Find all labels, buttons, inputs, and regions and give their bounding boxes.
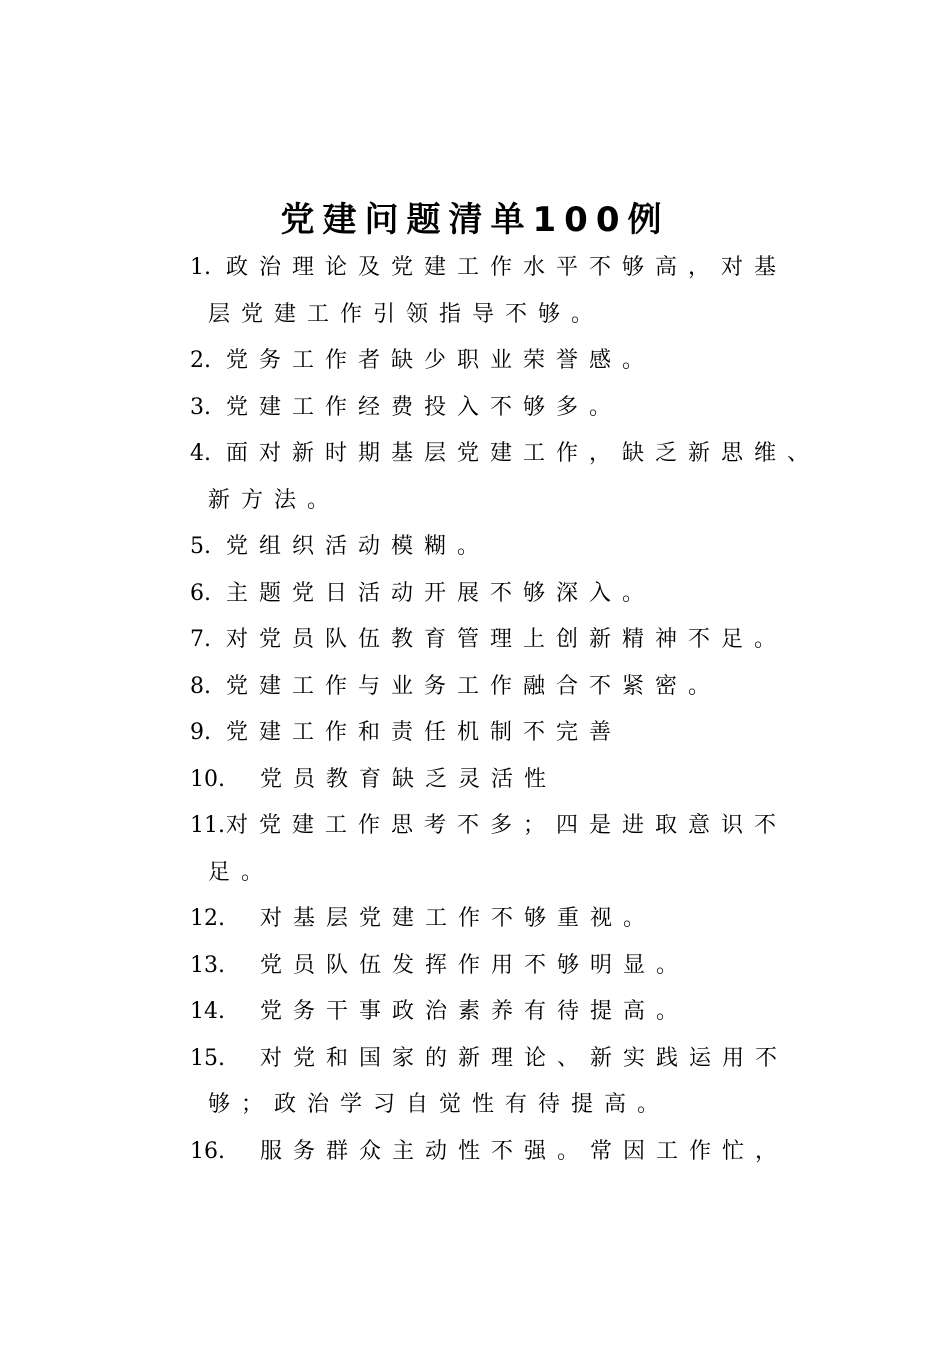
list-item <box>190 617 870 664</box>
item-text: 党建工作经费投入不够多。 <box>226 394 623 420</box>
list-item <box>190 1129 870 1176</box>
list-item <box>190 338 870 385</box>
item-text-continuation: 够；政治学习自觉性有待提高。 <box>208 1092 671 1117</box>
item-text: 服务群众主动性不强。常因工作忙， <box>260 1138 789 1164</box>
item-number: 6. <box>190 580 211 606</box>
item-text: 对党建工作思考不多；四是进取意识不 <box>226 813 788 838</box>
item-number: 14. <box>190 999 225 1024</box>
issue-list <box>190 245 870 1175</box>
item-text: 政治理论及党建工作水平不够高，对基 <box>226 255 788 280</box>
list-item <box>190 385 870 432</box>
list-item <box>190 943 870 990</box>
item-text: 面对新时期基层党建工作，缺乏新思维、 <box>226 441 821 466</box>
item-text: 对党员队伍教育管理上创新精神不足。 <box>226 627 788 652</box>
document-title: 党建问题清单100例 <box>280 200 670 240</box>
list-item <box>190 245 870 292</box>
item-number: 16. <box>190 1138 225 1164</box>
list-item <box>190 664 870 711</box>
item-number: 15. <box>190 1045 225 1071</box>
item-number: 3. <box>190 394 211 420</box>
list-item <box>190 524 870 571</box>
list-item <box>190 710 870 757</box>
item-text-continuation: 新方法。 <box>208 487 341 513</box>
item-number: 2. <box>190 348 211 373</box>
item-text: 对基层党建工作不够重视。 <box>260 906 657 931</box>
item-text-continuation: 足。 <box>208 859 275 885</box>
item-number: 12. <box>190 906 225 931</box>
item-text: 对党和国家的新理论、新实践运用不 <box>260 1045 789 1071</box>
item-number: 9. <box>190 720 211 745</box>
list-item <box>190 1036 870 1083</box>
item-text: 党组织活动模糊。 <box>226 534 491 559</box>
item-text: 党务干事政治素养有待提高。 <box>260 999 690 1024</box>
item-number: 1. <box>190 255 211 280</box>
list-item <box>190 896 870 943</box>
item-text: 党务工作者缺少职业荣誉感。 <box>226 348 656 373</box>
item-text: 党员队伍发挥作用不够明显。 <box>260 952 690 978</box>
item-text: 主题党日活动开展不够深入。 <box>226 580 656 606</box>
list-item <box>190 803 870 850</box>
item-text: 党建工作和责任机制不完善 <box>226 720 623 745</box>
list-item <box>190 571 870 618</box>
item-number: 8. <box>190 673 211 699</box>
item-number: 11. <box>190 813 225 838</box>
item-number: 13. <box>190 952 225 978</box>
item-number: 4. <box>190 441 211 466</box>
item-number: 5. <box>190 534 211 559</box>
list-item <box>190 757 870 804</box>
item-text-continuation: 层党建工作引领指导不够。 <box>208 301 605 327</box>
item-number: 7. <box>190 627 211 652</box>
item-number: 10. <box>190 766 225 792</box>
list-item <box>190 431 870 478</box>
item-text: 党员教育缺乏灵活性 <box>260 766 558 792</box>
list-item <box>190 989 870 1036</box>
item-text: 党建工作与业务工作融合不紧密。 <box>226 673 722 699</box>
